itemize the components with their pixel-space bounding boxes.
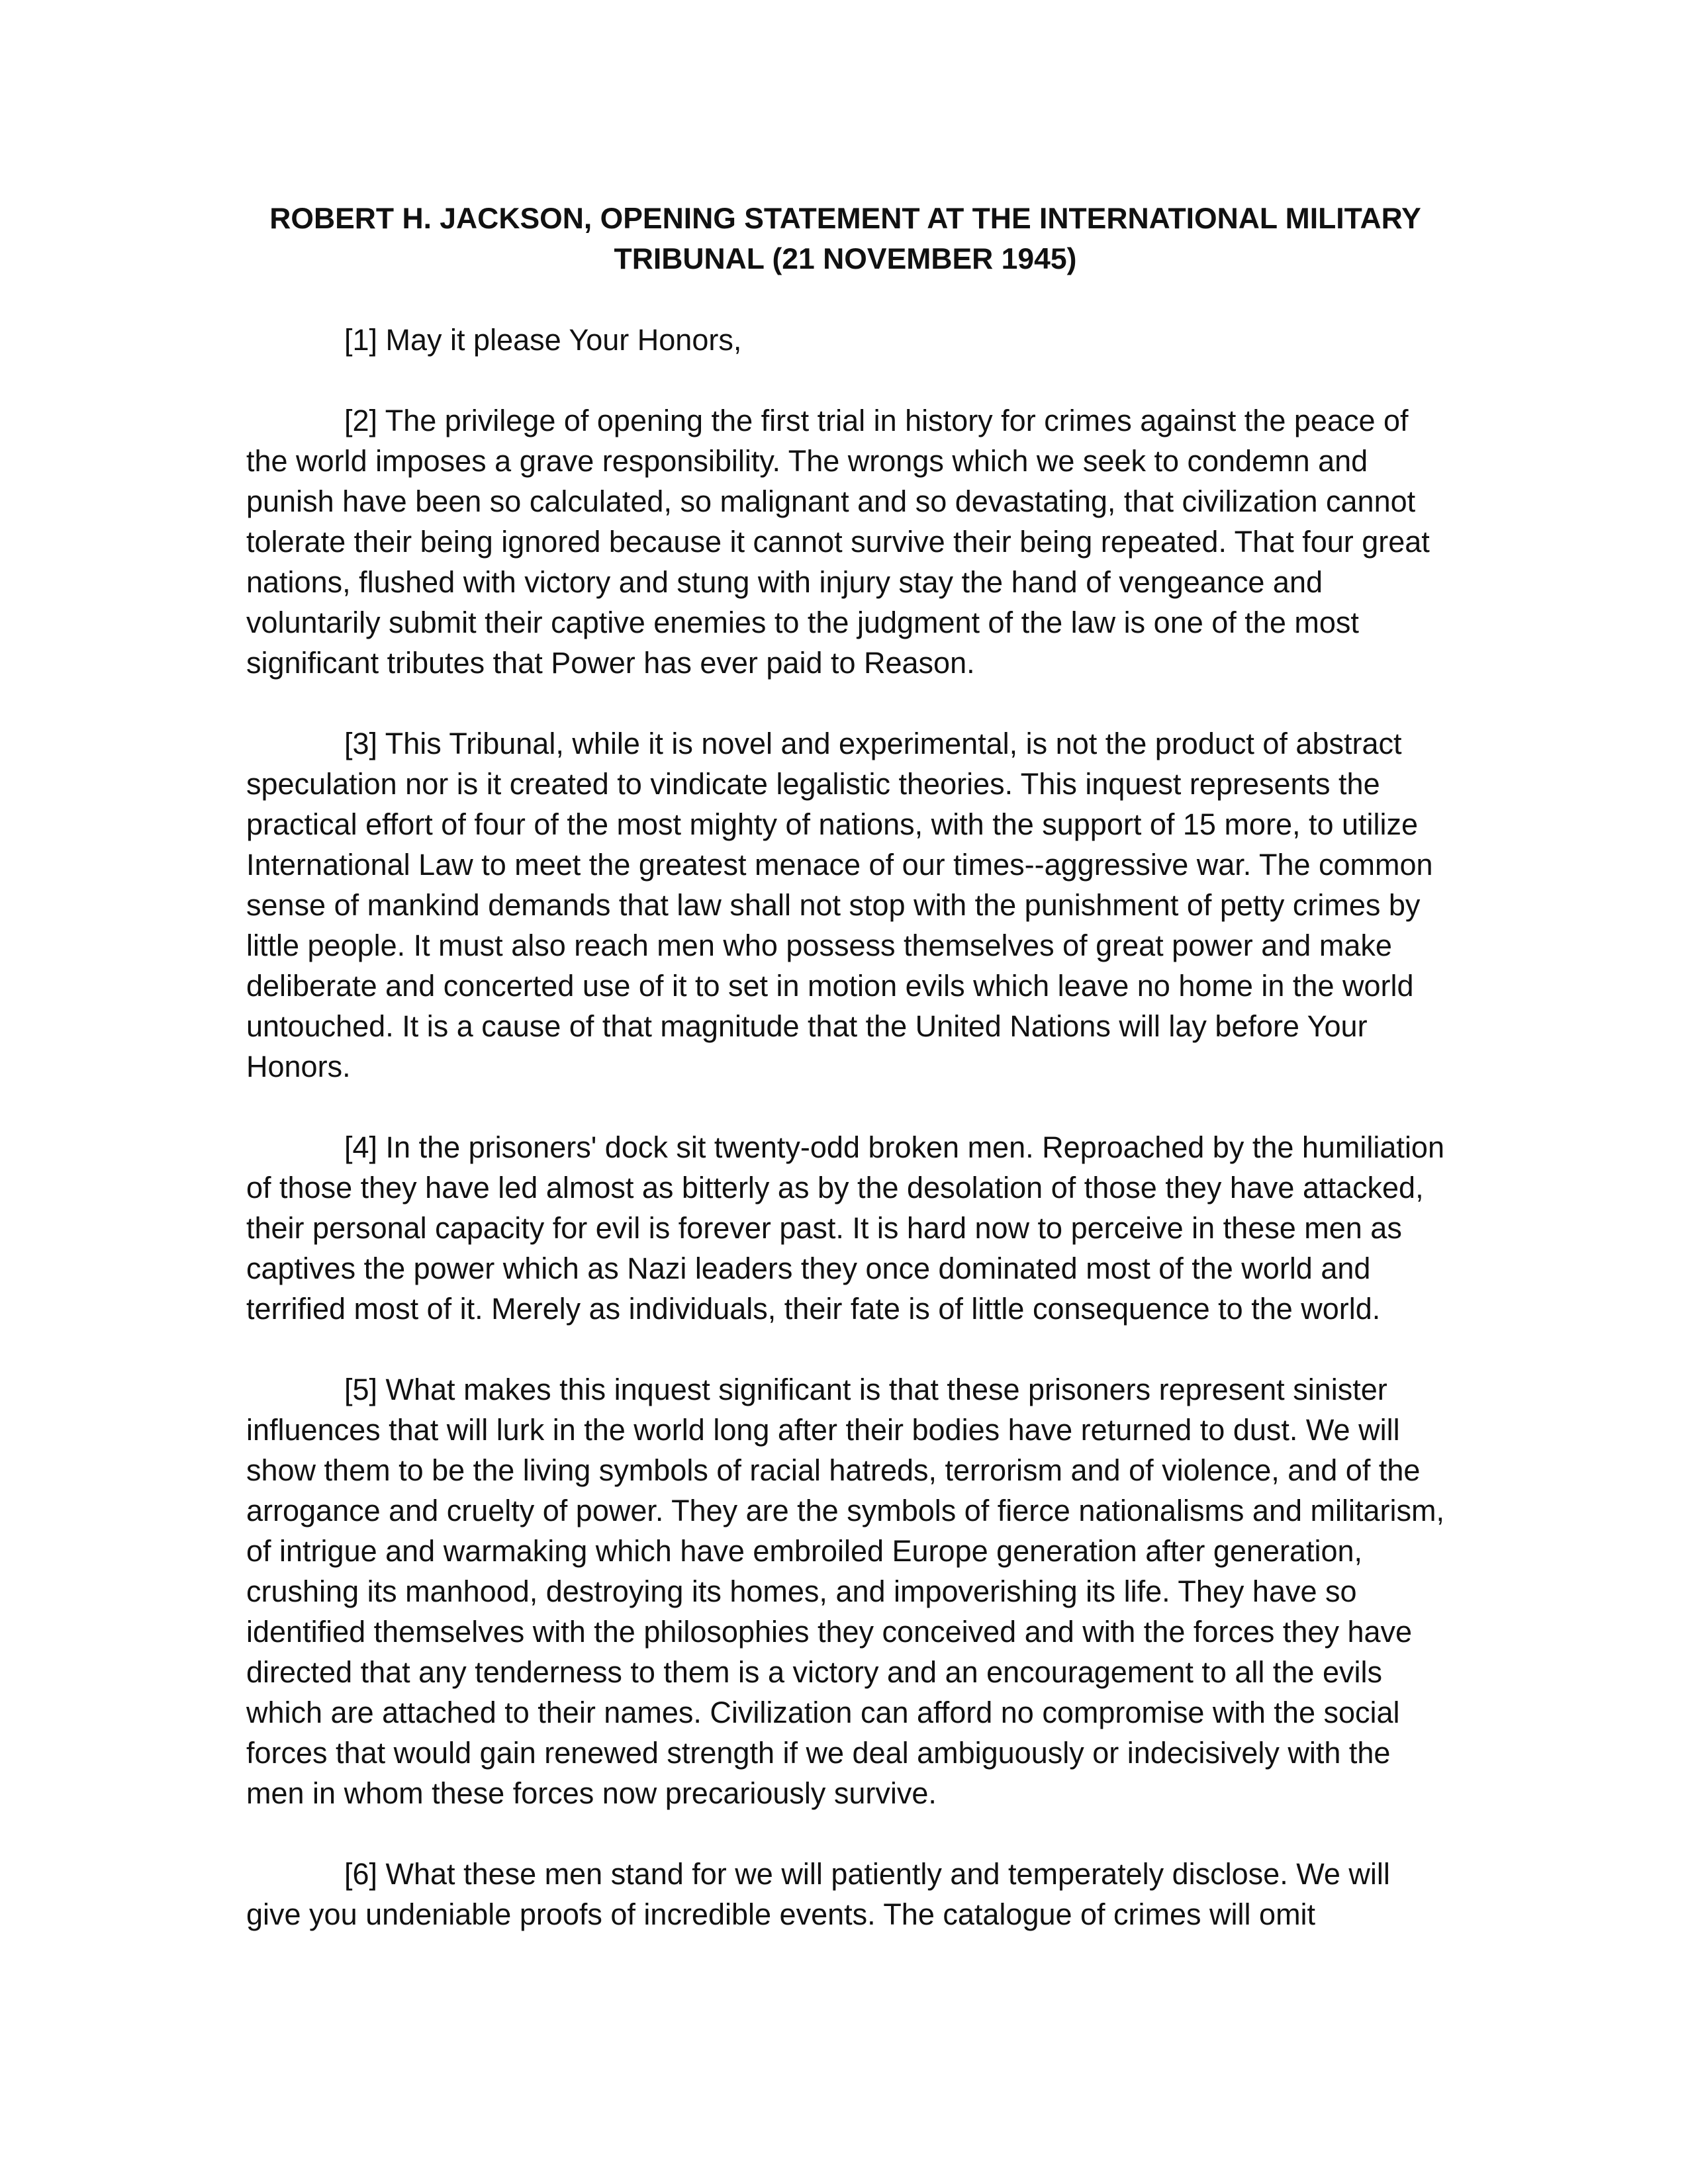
paragraph-3: [3] This Tribunal, while it is novel and experimental, is not the product of abstract speculation nor is it created to vindicate legalistic theories. This inquest represents the practical effort of four of the most mighty of nations, with the support of 15 more, to utilize International Law to meet the greatest menace of our times--aggressive war. The common sense of mankind demands that law shall not stop with the punishment of petty crimes by little people. It must also reach men who possess themselves of great power and make deliberate and concerted use of it to set in motion evils which leave no home in the world untouched. It is a cause of that magnitude that the United Nations will lay before Your Honors. [246,727,1433,1083]
document-body [246,199,1444,1934]
paragraph-5: [5] What makes this inquest significant is that these prisoners represent sinister influences that will lurk in the world long after their bodies have returned to dust. We will show them to be the living symbols of racial hatreds, terrorism and of violence, and of the arrogance and cruelty of power. They are the symbols of fierce nationalisms and militarism, of intrigue and warmaking which have embroiled Europe generation after generation, crushing its manhood, destroying its homes, and impoverishing its life. They have so identified themselves with the philosophies they conceived and with the forces they have directed that any tenderness to them is a victory and an encouragement to all the evils which are attached to their names. Civilization can afford no compromise with the social forces that would gain renewed strength if we deal ambiguously or indecisively with the men in whom these forces now precariously survive. [246,1373,1444,1810]
paragraph-1: [1] May it please Your Honors, [344,323,742,357]
paragraph-2: [2] The privilege of opening the first trial in history for crimes against the peace of the world imposes a grave responsibility. The wrongs which we seek to condemn and punish have been so calculated, so malignant and so devastating, that civilization cannot tolerate their being ignored because it cannot survive their being repeated. That four great nations, flushed with victory and stung with injury stay the hand of vengeance and voluntarily submit their captive enemies to the judgment of the law is one of the most significant tributes that Power has ever paid to Reason. [246,404,1430,680]
paragraph-6: [6] What these men stand for we will patiently and temperately disclose. We will give you undeniable proofs of incredible events. The catalogue of crimes will omit [246,1857,1390,1931]
paragraph-4: [4] In the prisoners' dock sit twenty-odd broken men. Reproached by the humiliation of those they have led almost as bitterly as by the desolation of those they have attacked, their personal capacity for evil is forever past. It is hard now to perceive in these men as captives the power which as Nazi leaders they once dominated most of the world and terrified most of it. Merely as individuals, their fate is of little consequence to the world. [246,1130,1444,1326]
document-title: ROBERT H. JACKSON, OPENING STATEMENT AT THE INTERNATIONAL MILITARY TRIBUNAL (21 NOVEMBER 1945) [269,203,1421,275]
